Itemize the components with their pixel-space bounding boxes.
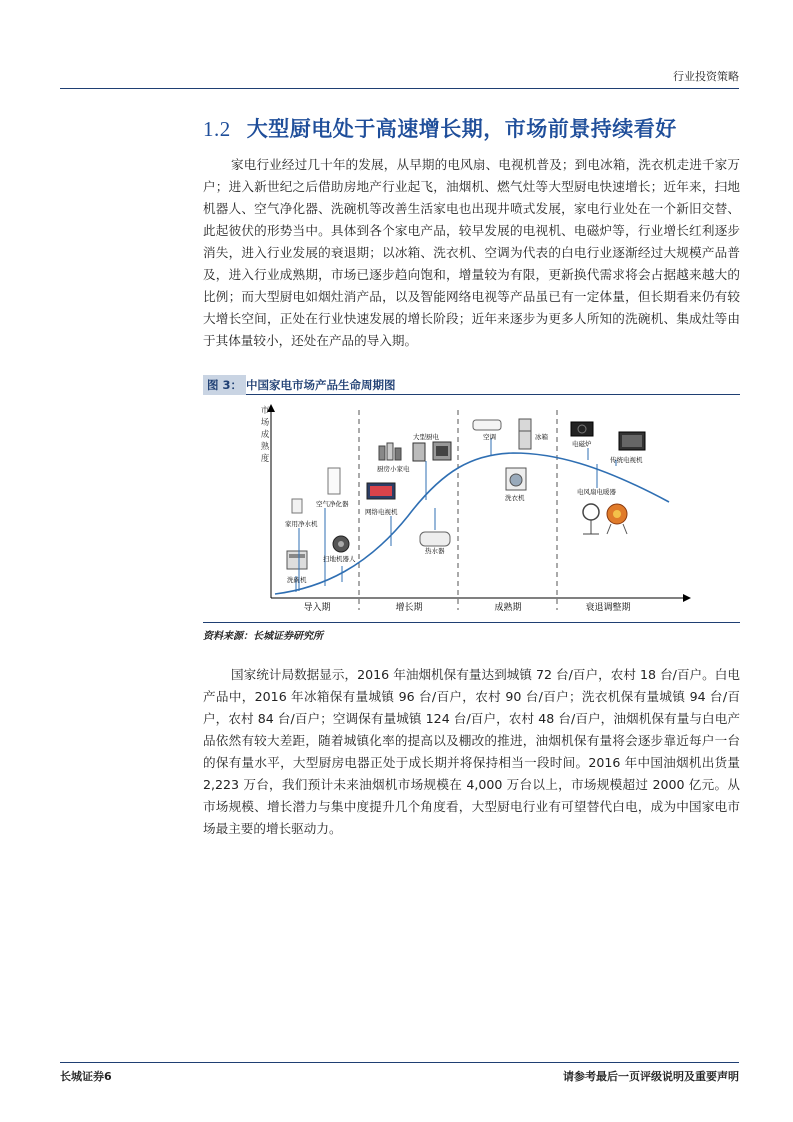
figure-tag: 图 3： [203, 375, 246, 395]
x-axis-arrow [683, 594, 691, 602]
section-title [203, 113, 677, 143]
label-water-heater: 热水器 [425, 547, 445, 555]
phase-label-growth: 增长期 [395, 603, 423, 613]
section-title-text: 大型厨电处于高速增长期，市场前景持续看好 [246, 117, 677, 141]
electric-fan-icon [583, 504, 599, 534]
header-divider [60, 88, 739, 89]
lifecycle-chart-svg [203, 396, 740, 620]
footer-divider [60, 1062, 739, 1063]
label-major-kitchen: 大型厨电 [413, 433, 439, 441]
refrigerator-icon [519, 419, 531, 449]
dishwasher-icon [287, 551, 307, 569]
range-hood-icon [433, 442, 451, 460]
label-robot-vacuum: 扫地机器人 [323, 555, 356, 563]
air-conditioner-icon [473, 420, 501, 430]
network-tv-icon [367, 483, 395, 499]
paragraph-1: 家电行业经过几十年的发展，从早期的电风扇、电视机普及；到电冰箱，洗衣机走进千家万户；进入新世纪之后借助房地产行业起飞，油烟机、燃气灶等大型厨电快速增长；近年来，扫地机器人、空气净化器、洗碗机等改善生活家电也出现井喷式发展，家电行业处在一个新旧交替、此起彼伏的形势当中。具体到各个家电产品，较早发展的电视机、电磁炉等，行业增长红利逐步消失，进入行业发展的衰退期；以冰箱、洗衣机、空调为代表的白电行业逐渐经过大规模产品普及，进入行业成熟期，市场已逐步趋向饱和，增量较为有限，更新换代需求将会占据越来越大的比例；而大型厨电如烟灶消产品，以及智能网络电视等产品虽已有一定体量，但长期看来仍有较大增长空间，正处在行业快速发展的增长阶段；近年来逐步为更多人所知的洗碗机、集成灶等由于其体量较小，还处在产品的导入期。 [203, 157, 740, 348]
label-washing-machine: 洗衣机 [505, 494, 525, 502]
lifecycle-chart [203, 396, 740, 620]
footer-left: 长城证券6 [60, 1070, 112, 1083]
cooktop-icon [413, 443, 425, 461]
induction-cooker-icon [571, 422, 593, 436]
label-dishwasher: 洗碗机 [287, 576, 307, 584]
figure-source: 资料来源：长城证券研究所 [203, 631, 323, 642]
paragraph-2: 国家统计局数据显示，2016 年油烟机保有量达到城镇 72 台/百户，农村 18 台/百户。白电产品中，2016 年冰箱保有量城镇 96 台/百户，农村 90 台/百户；洗衣机保有量城镇 94 台/百户，农村 84 台/百户；空调保有量城镇 124 台/百户，农村 48 台/百户，油烟机保有量与白电产品依然有较大差距，随着城镇化率的提高以及棚改的推进，油烟机保有量将会逐步靠近每户一台的保有量水平，大型厨房电器正处于成长期并将保持相当一段时间。2016 年中国油烟机出货量 2,223 万台，我们预计未来油烟机市场规模在 4,000 万台以上，市场规模超过 2000 亿元。从市场规模、增长潜力与集中度提升几个角度看，大型厨电行业有可望替代白电，成为中国家电市场最主要的增长驱动力。 [203, 667, 740, 836]
phase-label-mature: 成熟期 [494, 603, 522, 613]
label-refrigerator: 冰箱 [535, 433, 548, 441]
label-network-tv: 网络电视机 [365, 508, 398, 516]
label-fan-heater: 电风扇电暖器 [577, 488, 616, 496]
kitchen-appliances-icon [379, 443, 401, 460]
electric-heater-icon [607, 504, 627, 534]
figure-title: 中国家电市场产品生命周期图 [246, 378, 396, 392]
label-traditional-tv: 传统电视机 [610, 456, 643, 464]
label-kitchen-appliances: 厨房小家电 [377, 465, 410, 473]
footer-right: 请参考最后一页评级说明及重要声明 [563, 1070, 739, 1083]
figure-bottom-rule [203, 622, 740, 623]
section-number: 1.2 [203, 117, 231, 141]
phase-label-decline: 衰退调整期 [585, 603, 631, 613]
air-purifier-icon [328, 468, 340, 494]
figure-caption-bar [203, 374, 740, 395]
water-purifier-icon [292, 499, 302, 513]
header-category: 行业投资策略 [673, 70, 739, 83]
phase-label-intro: 导入期 [303, 603, 331, 613]
label-water-purifier: 家用净水机 [285, 520, 318, 528]
label-induction-cooker: 电磁炉 [572, 440, 592, 448]
label-air-purifier: 空气净化器 [316, 500, 349, 508]
traditional-tv-icon [619, 432, 645, 450]
y-axis-label: 市场成熟度 [260, 406, 270, 464]
robot-vacuum-icon [333, 536, 349, 552]
label-air-conditioner: 空调 [483, 433, 496, 441]
washing-machine-icon [506, 468, 526, 490]
water-heater-icon [420, 532, 450, 546]
